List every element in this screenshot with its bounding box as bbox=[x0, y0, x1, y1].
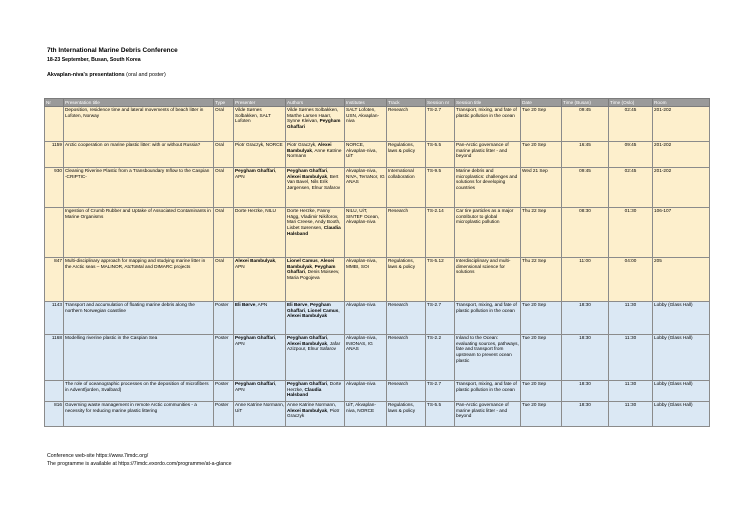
cell-time-busan: 18:30 bbox=[562, 402, 609, 427]
cell-title: The role of oceanographic processes on the deposition of microfibers in Adventfjorden, Svalbard) bbox=[64, 381, 214, 402]
table-row bbox=[45, 381, 710, 402]
cell-time-busan: 18:30 bbox=[562, 381, 609, 402]
cell-session-nr: TS-2.7 bbox=[426, 381, 455, 402]
cell-title: Modelling riverine plastic in the Caspian Sea bbox=[64, 335, 214, 381]
cell-session-nr: TS-2.2 bbox=[426, 335, 455, 381]
cell-room: Lobby (Glass Hall) bbox=[653, 381, 710, 402]
cell-authors: Peygham Ghaffari, Dorte Herzke, Claudia Halsband bbox=[286, 381, 345, 402]
cell-time-busan: 16:45 bbox=[562, 142, 609, 168]
cell-time-oslo: 11:30 bbox=[609, 381, 653, 402]
cell-session-nr: TS-5.5 bbox=[426, 402, 455, 427]
cell-title: Transport and accumulation of floating marine debris along the northern Norwegian coastline bbox=[64, 302, 214, 335]
cell-track: Regulations, laws & policy bbox=[387, 142, 426, 168]
cell-presenter: Peygham Ghaffari, APN bbox=[234, 381, 286, 402]
table-row bbox=[45, 107, 710, 142]
cell-date: Thu 22 Sep bbox=[521, 258, 562, 302]
column-header-session-nr: Session nr bbox=[426, 99, 455, 107]
cell-authors: Peygham Ghaffari, Alexei Bambulyak, Bert Van Bavel, Nils Erik Jørgensen, Elnur Safarov bbox=[286, 168, 345, 208]
cell-presenter: Peygham Ghaffari, APN bbox=[234, 168, 286, 208]
cell-nr bbox=[45, 107, 64, 142]
cell-session-nr: TS-2.14 bbox=[426, 208, 455, 258]
cell-institutes: Akvaplan-niva, INIONAS, IG ANAS bbox=[345, 335, 387, 381]
table-row bbox=[45, 142, 710, 168]
cell-title: Cleaning Riverine Plastic from a Transboundary Inflow to the Caspian -CRIPTIC- bbox=[64, 168, 214, 208]
cell-track: Research bbox=[387, 302, 426, 335]
cell-room: 201-202 bbox=[653, 142, 710, 168]
cell-time-oslo: 02:45 bbox=[609, 107, 653, 142]
cell-date: Tue 20 Sep bbox=[521, 107, 562, 142]
cell-date: Tue 20 Sep bbox=[521, 402, 562, 427]
cell-title: Ingestion of Crumb Rubber and Uptake of Associated Contaminants in Marine Organisms bbox=[64, 208, 214, 258]
cell-room: 201-202 bbox=[653, 107, 710, 142]
cell-nr bbox=[45, 208, 64, 258]
cell-session-nr: TS-2.7 bbox=[426, 107, 455, 142]
cell-institutes: Akvaplan-niva, NIVA, TerraNor, IG ANAS bbox=[345, 168, 387, 208]
cell-session-title: Pan-Arctic governance of marine plastic litter - and beyond bbox=[455, 402, 521, 427]
cell-presenter: Vilde Sørnes Solbakken, SALT Lofoten bbox=[234, 107, 286, 142]
table-row bbox=[45, 168, 710, 208]
cell-type: Oral bbox=[214, 142, 234, 168]
cell-time-oslo: 01:30 bbox=[609, 208, 653, 258]
cell-authors: Dorte Herzke, Fanny Hägg, Vladimir Nikiforov, Mari Creese, Andy Booth, Lisbet Sørensen, Claudia Halsband bbox=[286, 208, 345, 258]
cell-date: Tue 20 Sep bbox=[521, 381, 562, 402]
column-header-date: Date bbox=[521, 99, 562, 107]
cell-nr bbox=[45, 381, 64, 402]
cell-session-title: Inland to the Ocean: evaluating sources, pathways, fate and transport from upstream to prevent ocean plastic bbox=[455, 335, 521, 381]
column-header-presenter: Presenter bbox=[234, 99, 286, 107]
cell-title: Governing waste management in remote Arctic communities - a necessity for reducing marine plastic littering bbox=[64, 402, 214, 427]
cell-session-title: Transport, mixing, and fate of plastic pollution in the ocean bbox=[455, 302, 521, 335]
cell-session-nr: TS-5.5 bbox=[426, 142, 455, 168]
presentations-heading-rest: (oral and poster) bbox=[124, 72, 166, 78]
cell-track: Regulations, laws & policy bbox=[387, 402, 426, 427]
cell-session-title: Car tire particles as a major contributor to global microplastic pollution bbox=[455, 208, 521, 258]
column-header-title: Presentation title bbox=[64, 99, 214, 107]
cell-time-oslo: 09:45 bbox=[609, 142, 653, 168]
cell-track: International collaboration bbox=[387, 168, 426, 208]
table-row bbox=[45, 335, 710, 381]
cell-time-oslo: 02:45 bbox=[609, 168, 653, 208]
cell-presenter: Dorte Herzke, NILU bbox=[234, 208, 286, 258]
cell-nr: 1159 bbox=[45, 142, 64, 168]
cell-room: Lobby (Glass Hall) bbox=[653, 302, 710, 335]
cell-title: Multi-disciplinary approach for mapping and studying marine litter in the Arctic seas – MALINOR, AtcToMal and DIMARC projects bbox=[64, 258, 214, 302]
presentations-heading-bold: Akvaplan-niva's presentations bbox=[47, 72, 125, 78]
cell-time-busan: 11:00 bbox=[562, 258, 609, 302]
cell-track: Research bbox=[387, 335, 426, 381]
cell-session-title: Transport, mixing, and fate of plastic pollution in the ocean bbox=[455, 381, 521, 402]
cell-time-oslo: 04:00 bbox=[609, 258, 653, 302]
cell-institutes: SALT Lofoten, USN, Akvaplan-niva bbox=[345, 107, 387, 142]
column-header-type: Type bbox=[214, 99, 234, 107]
column-header-time-busan: Time (Busan) bbox=[562, 99, 609, 107]
cell-institutes: Akvaplan-niva, MMBI, SOI bbox=[345, 258, 387, 302]
column-header-time-oslo: Time (Oslo) bbox=[609, 99, 653, 107]
footer-website: Conference web-site https://www.7imdc.org/ bbox=[47, 453, 149, 459]
cell-session-nr: TS-9.5 bbox=[426, 168, 455, 208]
cell-type: Poster bbox=[214, 381, 234, 402]
cell-time-oslo: 11:30 bbox=[609, 335, 653, 381]
cell-nr: 1143 bbox=[45, 302, 64, 335]
cell-presenter: Anne Katrine Normann, UiT bbox=[234, 402, 286, 427]
cell-authors: Peygham Ghaffari, Alexei Bambulyak, Jafar Azizpour, Elnur Safarov bbox=[286, 335, 345, 381]
cell-authors: Piotr Graczyk, Alexei Bambulyak, Anne Katrine Normann bbox=[286, 142, 345, 168]
cell-session-nr: TS-2.7 bbox=[426, 302, 455, 335]
cell-date: Tue 20 Sep bbox=[521, 302, 562, 335]
cell-institutes: NORCE, Akvaplan-niva, UiT bbox=[345, 142, 387, 168]
column-header-track: Track bbox=[387, 99, 426, 107]
cell-room: 106-107 bbox=[653, 208, 710, 258]
cell-room: Lobby (Glass Hall) bbox=[653, 402, 710, 427]
cell-session-nr: TS-5.12 bbox=[426, 258, 455, 302]
column-header-nr: Nr bbox=[45, 99, 64, 107]
cell-authors: Anne Katrine Normann, Alexei Bambulyak, Piotr Graczyk bbox=[286, 402, 345, 427]
cell-room: 201-202 bbox=[653, 168, 710, 208]
presentations-table bbox=[44, 98, 710, 427]
cell-room: Lobby (Glass Hall) bbox=[653, 335, 710, 381]
cell-date: Tue 20 Sep bbox=[521, 335, 562, 381]
cell-date: Tue 20 Sep bbox=[521, 142, 562, 168]
cell-track: Research bbox=[387, 208, 426, 258]
table-row bbox=[45, 208, 710, 258]
cell-nr: 816 bbox=[45, 402, 64, 427]
column-header-room: Room bbox=[653, 99, 710, 107]
cell-session-title: Pan-Arctic governance of marine plastic litter - and beyond bbox=[455, 142, 521, 168]
cell-room: 205 bbox=[653, 258, 710, 302]
cell-type: Poster bbox=[214, 335, 234, 381]
cell-time-oslo: 11:30 bbox=[609, 402, 653, 427]
cell-date: Wed 21 Sep bbox=[521, 168, 562, 208]
cell-institutes: NILU, UiT, SINTEF Ocean, Akvaplan-niva bbox=[345, 208, 387, 258]
conference-title: 7th International Marine Debris Conference bbox=[47, 47, 178, 54]
cell-date: Thu 22 Sep bbox=[521, 208, 562, 258]
cell-type: Oral bbox=[214, 258, 234, 302]
table-row bbox=[45, 258, 710, 302]
cell-type: Poster bbox=[214, 402, 234, 427]
cell-nr: 1168 bbox=[45, 335, 64, 381]
footer-programme: The programme is available at https://7imdc.exordo.com/programme/at-a-glance bbox=[47, 461, 232, 467]
cell-time-busan: 18:30 bbox=[562, 302, 609, 335]
column-header-authors: Authors bbox=[286, 99, 345, 107]
conference-dates: 18-23 September, Busan, South Korea bbox=[47, 57, 141, 63]
column-header-institutes: Institutes bbox=[345, 99, 387, 107]
cell-presenter: Eli Børve, APN bbox=[234, 302, 286, 335]
cell-time-busan: 08:30 bbox=[562, 208, 609, 258]
presentations-heading bbox=[47, 72, 166, 78]
cell-presenter: Piotr Graczyk, NORCE bbox=[234, 142, 286, 168]
cell-session-title: Interdisciplinary and multi-dimensional science for solutions bbox=[455, 258, 521, 302]
column-header-session-title: Session title bbox=[455, 99, 521, 107]
cell-session-title: Marine debris and microplastics: challenges and solutions for developing countries bbox=[455, 168, 521, 208]
table-row bbox=[45, 302, 710, 335]
cell-time-busan: 18:30 bbox=[562, 335, 609, 381]
cell-authors: Vilde Sørnes Solbakken, Marthe Larsen Haarr, Synne Kleivan, Peygham Ghaffari bbox=[286, 107, 345, 142]
cell-nr: 930 bbox=[45, 168, 64, 208]
cell-track: Research bbox=[387, 381, 426, 402]
cell-title: Deposition, residence time and lateral movements of beach litter in Lofoten, Norway bbox=[64, 107, 214, 142]
cell-title: Arctic cooperation on marine plastic litter: with or without Russia? bbox=[64, 142, 214, 168]
table-body bbox=[45, 107, 710, 427]
cell-nr: 847 bbox=[45, 258, 64, 302]
cell-presenter: Peygham Ghaffari, APN bbox=[234, 335, 286, 381]
cell-track: Regulations, laws & policy bbox=[387, 258, 426, 302]
cell-type: Oral bbox=[214, 208, 234, 258]
cell-track: Research bbox=[387, 107, 426, 142]
cell-time-busan: 09:45 bbox=[562, 107, 609, 142]
cell-institutes: UiT, Akvaplan-niva, NORCE bbox=[345, 402, 387, 427]
table-header-row bbox=[45, 99, 710, 107]
cell-time-busan: 09:45 bbox=[562, 168, 609, 208]
cell-authors: Eli Børve, Peygham Ghaffari, Lionel Camus, Alexei Bambulyak bbox=[286, 302, 345, 335]
cell-type: Oral bbox=[214, 168, 234, 208]
cell-session-title: Transport, mixing, and fate of plastic pollution in the ocean bbox=[455, 107, 521, 142]
cell-time-oslo: 11:30 bbox=[609, 302, 653, 335]
table-row bbox=[45, 402, 710, 427]
cell-institutes: Akvaplan-niva bbox=[345, 381, 387, 402]
cell-type: Oral bbox=[214, 107, 234, 142]
cell-authors: Lionel Camus, Alexei Bambulyak, Peygham Ghaffari, Denis Moiseev, Maria Pogojeva bbox=[286, 258, 345, 302]
cell-institutes: Akvaplan-niva bbox=[345, 302, 387, 335]
cell-presenter: Alexei Bambulyak, APN bbox=[234, 258, 286, 302]
cell-type: Poster bbox=[214, 302, 234, 335]
